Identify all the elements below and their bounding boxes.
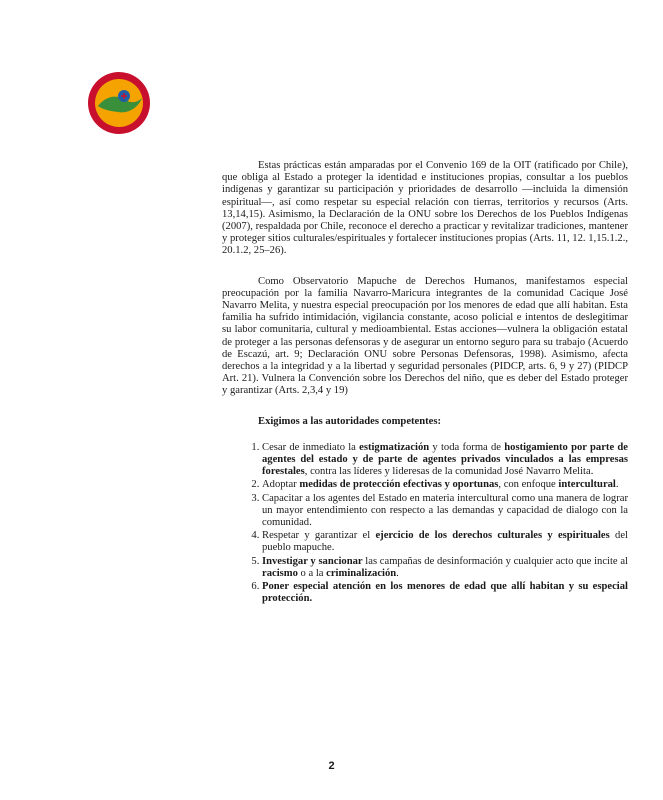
- demand-item: [262, 493, 628, 530]
- demand-text: .: [615, 479, 619, 491]
- demand-text: , contra las líderes y lideresas de la comunidad José Navarro Melita.: [304, 466, 594, 478]
- demand-item: [262, 556, 628, 580]
- logo-emblem-icon: [86, 70, 152, 136]
- demand-text-bold: intercultural: [558, 479, 616, 491]
- demand-item: [262, 581, 628, 605]
- document-body: [222, 160, 628, 607]
- demand-text-bold: estigmatización: [359, 441, 430, 453]
- page-number: 2: [328, 760, 335, 772]
- demand-text: y toda forma de: [429, 441, 505, 453]
- demand-text-bold: Investigar y sancionar: [262, 555, 363, 567]
- demands-heading: Exigimos a las autoridades competentes:: [258, 415, 442, 427]
- demand-text: , con enfoque: [498, 479, 559, 491]
- demand-text-bold: racismo: [262, 567, 298, 579]
- demand-text: Respetar y garantizar el: [262, 530, 376, 542]
- demand-item: [262, 442, 628, 479]
- demand-text-bold: ejercicio de los derechos culturales y espirituales: [375, 530, 610, 542]
- demand-text: del pueblo mapuche.: [262, 530, 628, 554]
- demand-item: [262, 530, 628, 554]
- demand-text-bold: medidas de protección efectivas y oportunas: [299, 479, 499, 491]
- demand-text: Capacitar a los agentes del Estado en materia intercultural como una manera de lograr un mayor entendimiento con respecto a las demandas y capacidad de dialogo con la comunidad.: [262, 492, 628, 529]
- demand-text-bold: criminalización: [326, 567, 397, 579]
- demand-text: Cesar de inmediato la: [262, 441, 360, 453]
- demand-item: [262, 479, 628, 491]
- demand-text: las campañas de desinformación y cualquier acto que incite al: [362, 555, 628, 567]
- demand-text-bold: hostigamiento por parte de agentes del estado y de parte de agentes privados vinculados a las empresas forestales: [262, 441, 628, 478]
- demand-text: Adoptar: [262, 479, 300, 491]
- demands-list: [222, 442, 628, 606]
- paragraph-concern: Como Observatorio Mapuche de Derechos Humanos, manifestamos especial preocupación por la familia Navarro-Maricura integrantes de la comunidad Cacique José Navarro Melita, y nuestra especial preocupación por los menores de edad que allí habitan. Esta familia ha sufrido intimidación, vigilancia constante, acoso policial e intentos de deslegitimar su labor comunitaria, cultural y medioambiental. Estas acciones—vulnera la obligación estatal de proteger a las personas defensoras y de asegurar un entorno seguro para su trabajo (Acuerdo de Escazú, art. 9; Declaración ONU sobre Personas Defensoras, 1998). Asimismo, afecta derechos a la integridad y a la libertad y seguridad personales (PIDCP, arts. 6, 9 y 27) (PIDCP Art. 21). Vulnera la Convención sobre los Derechos del niño, que es deber del Estado proteger y garantizar (Arts. 2,3,4 y 19): [222, 275, 628, 397]
- demand-text-bold: Poner especial atención en los menores de edad que allí habitan y su especial protección.: [262, 581, 628, 605]
- demand-text: .: [396, 567, 399, 579]
- paragraph-legal-framework: Estas prácticas están amparadas por el Convenio 169 de la OIT (ratificado por Chile), que obliga al Estado a proteger la identidad e instituciones propias, consultar a los pueblos indígenas y garantizar su participación y prioridades de desarrollo —incluida la dimensión espiritual—, así como respetar su especial relación con tierras, territorios y recursos (Arts. 13,14,15). Asimismo, la Declaración de la ONU sobre los Derechos de los Pueblos Indígenas (2007), respaldada por Chile, reconoce el derecho a practicar y revitalizar tradiciones, mantener y proteger sitios culturales/espirituales y fortalecer instituciones propias (Arts. 11, 12. 1,15.1.2., 20.1.2, 25–26).: [222, 160, 628, 257]
- demand-text: o a la: [297, 567, 327, 579]
- organization-logo: [86, 70, 152, 136]
